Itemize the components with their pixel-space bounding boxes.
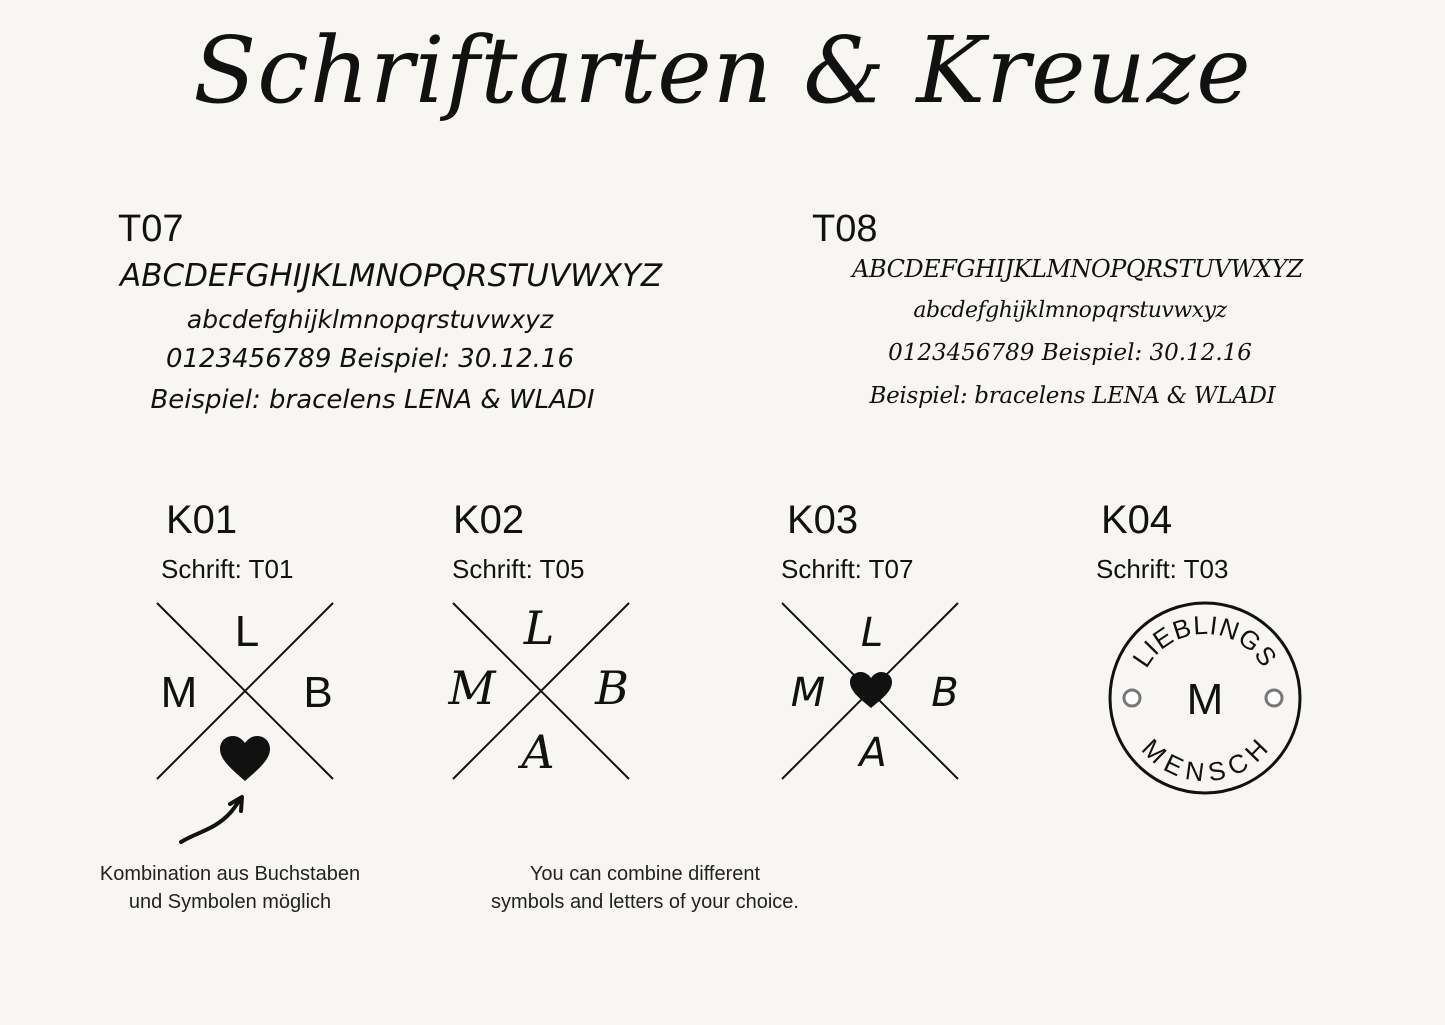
note-de [60, 860, 400, 916]
cross-code-k03: K03 [787, 498, 859, 542]
ring-dot-icon [1124, 690, 1140, 706]
note-en-line2: symbols and letters of your choice. [491, 891, 799, 913]
cross-code-k04: K04 [1101, 498, 1173, 542]
cross-letter-right: B [931, 670, 959, 716]
cross-font-k02: Schrift: T05 [452, 554, 585, 584]
cross-letter-left: M [790, 670, 826, 716]
ring-dot-icon [1266, 690, 1282, 706]
uppercase-sample: ABCDEFGHIJKLMNOPQRSTUVWXYZ [852, 255, 1303, 283]
cross-font-k01: Schrift: T01 [161, 554, 294, 584]
heart-icon [220, 736, 270, 781]
page-title: Schriftarten & Kreuze [193, 17, 1252, 124]
cross-code-k02: K02 [453, 498, 525, 542]
cross-k02 [446, 596, 636, 786]
numbers-sample: 0123456789 Beispiel: 30.12.16 [888, 340, 1252, 366]
font-code-t07: T07 [118, 208, 184, 250]
cross-k01 [150, 596, 340, 786]
heart-icon [850, 672, 892, 708]
lowercase-sample: abcdefghijklmnopqrstuvwxyz [186, 305, 554, 334]
cross-letter-bottom: A [521, 725, 555, 779]
lowercase-sample: abcdefghijklmnopqrstuvwxyz [913, 298, 1227, 323]
uppercase-sample: ABCDEFGHIJKLMNOPQRSTUVWXYZ [120, 258, 663, 294]
stamp-bottom-text: MENSCH [1135, 732, 1275, 788]
cross-letter-top: L [860, 610, 884, 656]
stamp-center-letter: M [1186, 675, 1224, 724]
note-de-line1: Kombination aus Buchstaben [99, 863, 361, 885]
note-en [440, 860, 850, 916]
note-en-line1: You can combine different [529, 863, 761, 885]
example-sample: Beispiel: bracelens LENA & WLADI [150, 385, 595, 415]
curved-arrow-icon [175, 792, 255, 852]
example-sample: Beispiel: bracelens LENA & WLADI [869, 383, 1276, 409]
cross-font-k04: Schrift: T03 [1096, 554, 1229, 584]
stamp-top-text: LIEBLINGS [1126, 609, 1284, 673]
cross-letter-bottom: A [859, 730, 887, 776]
cross-letter-left: M [160, 668, 198, 717]
note-de-line2: und Symbolen möglich [128, 891, 332, 913]
cross-letter-left: M [448, 661, 496, 715]
cross-letter-right: B [303, 668, 333, 717]
cross-k03 [775, 596, 965, 786]
numbers-sample: 0123456789 Beispiel: 30.12.16 [165, 344, 575, 374]
cross-letter-top: L [523, 601, 555, 655]
font-code-t08: T08 [812, 208, 878, 250]
cross-letter-right: B [595, 661, 629, 715]
stamp-k04 [1105, 600, 1305, 800]
cross-letter-top: L [234, 607, 260, 656]
cross-code-k01: K01 [166, 498, 238, 542]
cross-font-k03: Schrift: T07 [781, 554, 914, 584]
